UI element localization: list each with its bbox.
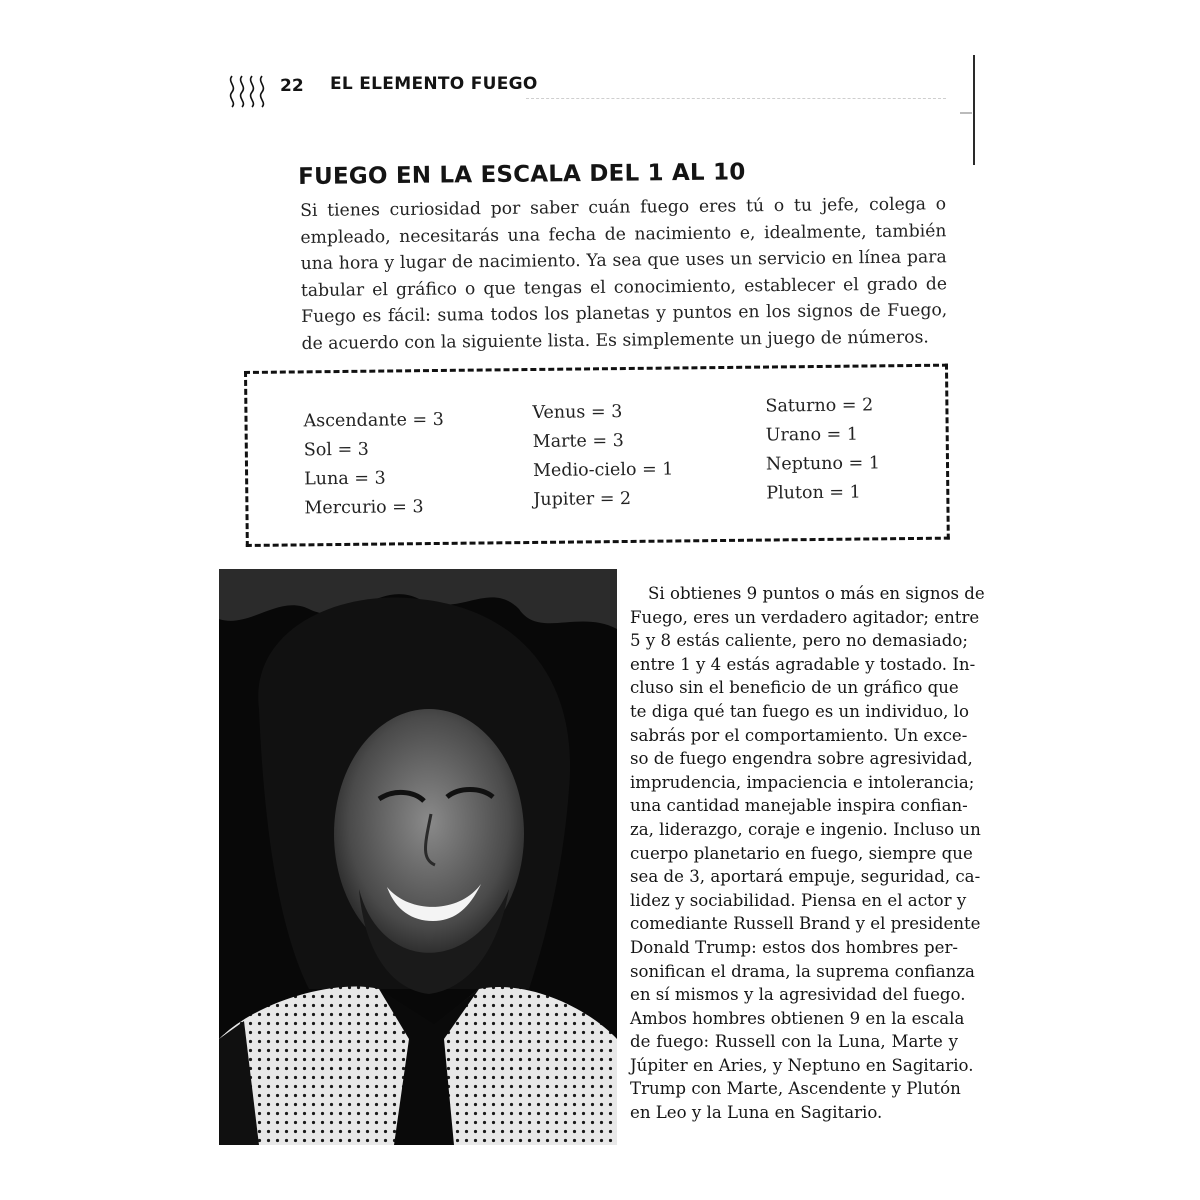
body-line: 5 y 8 estás caliente, pero no demasiado; [630,631,968,651]
points-item: Pluton = 1 [766,482,861,504]
points-item: Saturno = 2 [765,395,874,417]
body-line: en sí mismos y la agresividad del fuego. [630,985,966,1005]
body-paragraph [630,582,985,1125]
body-line: te diga qué tan fuego es un individuo, lo [630,701,969,721]
portrait-photo [219,569,617,1145]
running-header [226,70,966,110]
body-line: lidez y sociabilidad. Piensa en el actor y [630,890,967,910]
body-line: cluso sin el beneficio de un gráfico que [630,678,959,698]
header-rule [526,98,946,99]
points-column-3 [765,391,880,508]
body-line: cuerpo planetario en fuego, siempre que [630,843,973,863]
body-line: Trump con Marte, Ascendente y Plutón [630,1079,961,1099]
body-line: en Leo y la Luna en Sagitario. [630,1103,883,1123]
points-item: Luna = 3 [304,468,386,490]
running-title: EL ELEMENTO FUEGO [330,74,538,94]
body-line: Júpiter en Aries, y Neptuno en Sagitario. [630,1055,974,1075]
points-column-1 [303,406,444,523]
section-title: FUEGO EN LA ESCALA DEL 1 AL 10 [298,159,746,190]
body-line: za, liderazgo, coraje e ingenio. Incluso un [630,819,981,839]
points-item: Urano = 1 [765,424,859,446]
points-item: Mercurio = 3 [304,497,424,519]
points-item: Medio-cielo = 1 [532,459,674,481]
body-line: Fuego, eres un verdadero agitador; entre [630,607,980,627]
page-edge-shadow [960,112,972,114]
points-item: Venus = 3 [532,402,623,423]
wavy-flames-icon [226,74,270,108]
points-item: Ascendante = 3 [303,409,444,432]
points-item: Marte = 3 [532,431,624,452]
body-line: comediante Russell Brand y el presidente [630,914,981,934]
points-item: Sol = 3 [303,439,369,461]
page-edge-line [973,55,975,165]
body-line: so de fuego engendra sobre agresividad, [630,749,973,769]
body-line: sonifican el drama, la suprema confianza [630,961,975,981]
body-line: Si obtienes 9 puntos o más en signos de [648,584,985,603]
points-list-box [244,364,950,547]
body-line: Ambos hombres obtienen 9 en la escala [630,1008,965,1028]
body-line: de fuego: Russell con la Luna, Marte y [630,1032,958,1052]
body-line: imprudencia, impaciencia e intolerancia; [630,772,975,792]
body-line: sabrás por el comportamiento. Un exce- [630,725,968,745]
points-item: Jupiter = 2 [533,488,632,510]
portrait-image [219,569,617,1145]
body-line: entre 1 y 4 estás agradable y tostado. In- [630,654,976,674]
points-column-2 [532,398,674,515]
intro-paragraph: Si tienes curiosidad por saber cuán fuego eres tú o tu jefe, colega o empleado, necesitarás una fecha de nacimiento e, idealmente, también una hora y lugar de nacimiento. Ya sea que uses un servicio en línea para tabular el gráfico o que tengas el conocimiento, establecer el grado de Fuego es fácil: suma todos los planetas y puntos en los signos de Fuego, de acuerdo con la siguiente lista. Es simplemente un juego de números. [300,194,948,354]
body-line: una cantidad manejable inspira confian- [630,796,968,816]
body-line: sea de 3, aportará empuje, seguridad, ca- [630,867,981,887]
points-item: Neptuno = 1 [765,453,881,475]
body-line: Donald Trump: estos dos hombres per- [630,937,958,957]
page-number: 22 [280,76,304,96]
